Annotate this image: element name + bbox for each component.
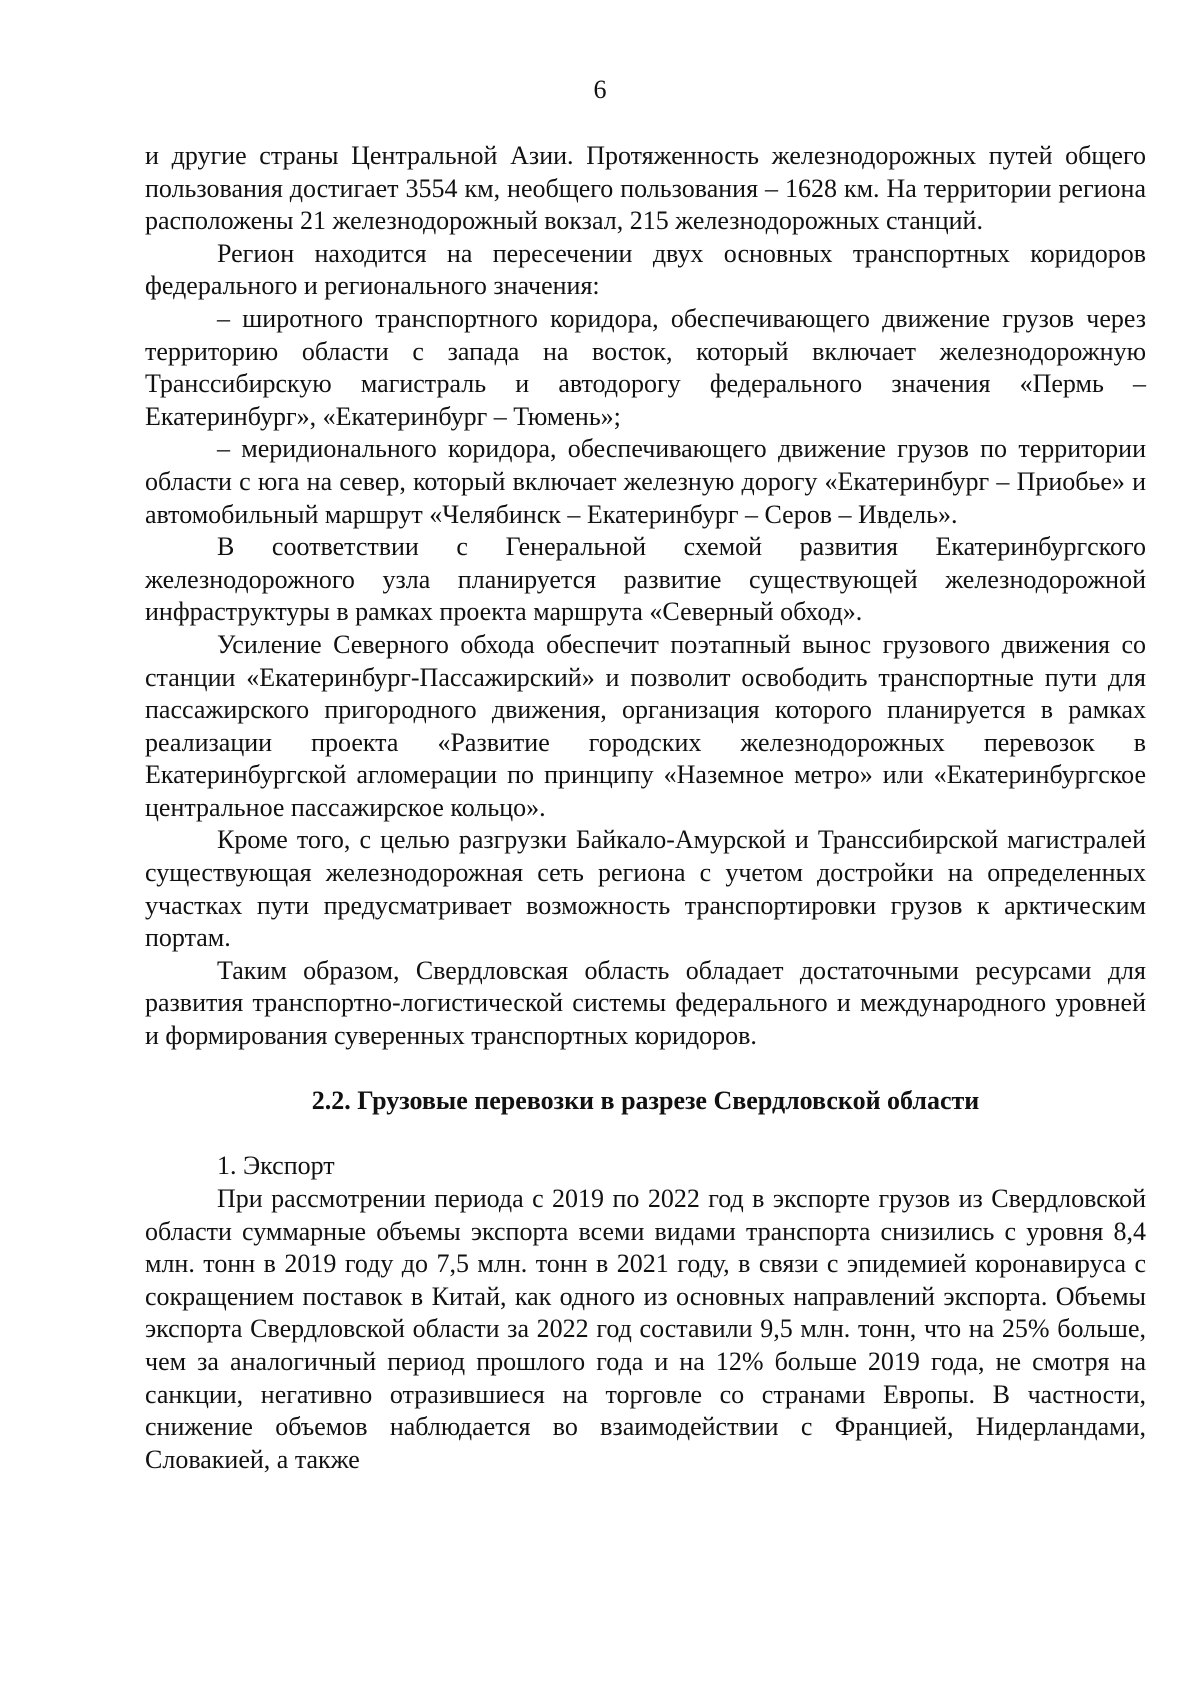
paragraph-general-scheme: В соответствии с Генеральной схемой развития Екатеринбургского железнодорожного узла планируется развитие существующей железнодорожной инфраструктуры в рамках проекта маршрута «Северный обход».	[145, 532, 1146, 627]
subsection-title: 1. Экспорт	[217, 1151, 335, 1181]
paragraph-export-volumes: При рассмотрении периода с 2019 по 2022 год в экспорте грузов из Свердловской области суммарные объемы экспорта всеми видами транспорта снизились с уровня 8,4 млн. тонн в 2019 году до 7,5 млн. тонн в 2021 году, в связи с эпидемией коронавируса с сокращением поставок в Китай, как одного из основных направлений экспорта. Объемы экспорта Свердловской области за 2022 год составили 9,5 млн. тонн, что на 25% больше, чем за аналогичный период прошлого года и на 12% больше 2019 года, не смотря на санкции, негативно отразившиеся на торговле со странами Европы. В частности, снижение объемов наблюдается во взаимодействии с Францией, Нидерландами, Словакией, а также	[145, 1184, 1146, 1474]
section-heading: 2.2. Грузовые перевозки в разрезе Свердловской области	[311, 1086, 980, 1116]
paragraph-northern-bypass: Усиление Северного обхода обеспечит поэтапный вынос грузового движения со станции «Екатеринбург-Пассажирский» и позволит освободить транспортные пути для пассажирского пригородного движения, организация которого планируется в рамках реализации проекта «Развитие городских железнодорожных перевозок в Екатеринбургской агломерации по принципу «Наземное метро» или «Екатеринбургское центральное пассажирское кольцо».	[145, 629, 1146, 822]
paragraph-transport-corridors: Регион находится на пересечении двух основных транспортных коридоров федерального и регионального значения:	[145, 238, 1146, 301]
page-number: 6	[593, 75, 607, 104]
paragraph-latitudinal-corridor: – широтного транспортного коридора, обеспечивающего движение грузов через территорию области с запада на восток, который включает железнодорожную Транссибирскую магистраль и автодорогу федерального значения «Пермь – Екатеринбург», «Екатеринбург – Тюмень»;	[145, 303, 1146, 431]
paragraph-arctic-ports: Кроме того, с целью разгрузки Байкало-Амурской и Транссибирской магистралей существующая железнодорожная сеть региона с учетом достройки на определенных участках пути предусматривает возможность транспортировки грузов к арктическим портам.	[145, 825, 1146, 953]
paragraph-railways-continuation: и другие страны Центральной Азии. Протяженность железнодорожных путей общего пользования достигает 3554 км, необщего пользования – 1628 км. На территории региона расположены 21 железнодорожный вокзал, 215 железнодорожных станций.	[145, 141, 1146, 236]
paragraph-conclusion: Таким образом, Свердловская область обладает достаточными ресурсами для развития транспортно-логистической системы федерального и международного уровней и формирования суверенных транспортных коридоров.	[145, 955, 1146, 1051]
document-body	[145, 140, 1146, 1476]
paragraph-meridional-corridor: – меридионального коридора, обеспечивающего движение грузов по территории области с юга на север, который включает железную дорогу «Екатеринбург – Приобье» и автомобильный маршрут «Челябинск – Екатеринбург – Серов – Ивдель».	[145, 434, 1146, 529]
